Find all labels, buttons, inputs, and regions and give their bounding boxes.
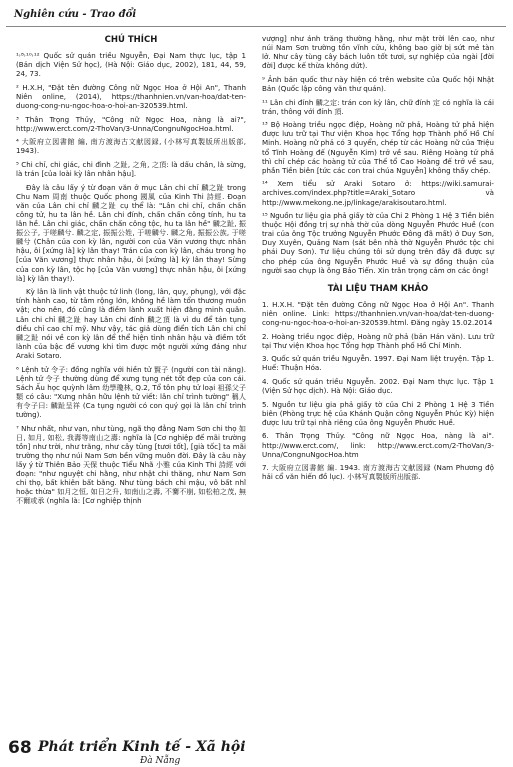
left-column <box>16 34 246 510</box>
footnote: ¹˒⁸˒¹⁰˒¹² Quốc sử quán triều Nguyễn, Đại Nam thực lục, tập 1 (Bản dịch Viện Sử học), (Hà Nội: Giáo dục, 2002), 181, 44, 59, 24, 73. <box>16 51 246 79</box>
reference-item: 6. Thân Trọng Thủy. "Công nữ Ngọc Hoa, nàng là ai". http://www.erct.com/, link: http://www.erct.com/2-ThoVan/3-Unna/CongnuNgocHoa.htm <box>262 431 494 459</box>
footnote: Kỳ lân là linh vật thuộc tứ linh (long, lân, quy, phụng), với đặc tính hành cao, từ tâm rộng lớn, không hề làm tổn thương muôn vật; cho nên, đó cũng là điềm lành xuất hiện đằng minh quân. Lân chi chỉ 麟之趾 hay Lân chi đính 麟之頂 là vì du để tán tụng điều chỉ cao chỉ mỹ. Như vậy, tác giả dùng điển tích Lân chi chỉ 麟之趾 nói về con kỳ lân để thể hiện tình nhân hậu và điềm tốt lành của bậc đế vương khi tìm được một người xứng đáng như Araki Sotaro. <box>16 287 246 360</box>
page-footer <box>0 730 513 767</box>
references-title: TÀI LIỆU THAM KHẢO <box>327 283 429 294</box>
reference-item: 3. Quốc sử quán triều Nguyễn. 1997. Đại Nam liệt truyện. Tập 1. Huế: Thuận Hóa. <box>262 354 494 373</box>
right-column <box>262 34 494 486</box>
footnote: ⁶ Lệnh tử 令子: đồng nghĩa với hiền tử 賢子 (người con tài năng). Lệnh tử 令子 thường dùng để xưng tụng nét tốt đẹp của con cái. Sách Ấu học quỳnh lâm 幼學瓊林, Q.2, Tổ tôn phụ tử loại 祖孫父子類 có câu: "Xưng nhân hữu lệnh tử viết: lân chỉ trình tường" 稱人有令子曰: 麟趾呈祥 (Ca tụng người có con quý gọi là lân chỉ trình tường). <box>16 364 246 419</box>
footnote: ¹⁴ Xem tiểu sử Araki Sotaro ở: https://wiki.samurai-archives.com/index.php?title=Araki_Sotaro và http://www.mekong.ne.jp/linkage/arakisoutaro.html. <box>262 179 494 207</box>
reference-item: 4. Quốc sử quán triều Nguyễn. 2002. Đại Nam thực lục. Tập 1 (Viện Sử học dịch). Hà Nội: Giáo dục. <box>262 377 494 396</box>
footnote: ¹³ Bộ Hoàng triều ngọc điệp, Hoàng nữ phả, Hoàng tử phả hiện được lưu trữ tại Thư viện Khoa học Tổng hợp Thành phố Hồ Chí Minh. Hoàng nữ phả có 3 quyển, chép từ các Hoàng nữ của Triệu tổ Tĩnh Hoàng đế (Nguyễn Kim) trở về sau. Riêng Hoàng tử phả thì chỉ chép các hoàng tử của Thế tổ Cao Hoàng đế trở về sau, phần Tiền biên [tức các con trai chúa Nguyễn] không thấy chép. <box>262 120 494 175</box>
footnote: Đây là câu lấy ý từ đoạn văn ở mục Lân chi chỉ 麟之趾 trong Chu Nam 周南 thuộc Quốc phong 國風 của Kinh Thi 詩經. Đoạn văn của Lân chi chỉ 麟之趾 cụ thể là: "Lân chi chỉ, chấn chấn công tử, hu ta lân hề. Lân chi đính, chấn chấn công tính, hu ta lân hề. Lân chi giác, chấn chấn công tộc, hu ta lân hề" 麟之趾, 振振公子, 于嗟麟兮. 麟之定, 振振公姓, 于嗟麟兮. 麟之角, 振振公族, 于嗟麟兮 (Chân của con kỳ lân, người con của Văn vương thực nhân hậu, ôi [xứng là] kỳ lân thay! Trán của con kỳ lân, cháu trong họ [của Văn vương] thực nhân hậu, ôi [xứng là] kỳ lân thay! Sừng của con kỳ lân, tộc họ [của Văn vương] thực nhân hậu, ôi [xứng là] kỳ lân thay!). <box>16 182 246 283</box>
footnote: ⁴ 大阪府立図書館 編, 南方渡海古文献図録, (小林写真製版所出版部, 1943). <box>16 137 246 156</box>
notes-title: CHÚ THÍCH <box>104 35 158 45</box>
footnote: ¹¹ Lân chi đính 麟之定: trán con kỳ lân, chữ đính 定 có nghĩa là cái trán, thông với đính 頂. <box>262 97 494 116</box>
reference-item: 5. Nguồn tư liệu gia phả giấy tờ của Chi 2 Phòng 1 Hệ 3 Tiền biên (Phòng trực hệ của Khánh Quận công Nguyễn Phúc Kỳ) hiện được lưu trữ tại nhà riêng của ông Nguyễn Phước Huề. <box>262 399 494 427</box>
footnote: ³ Thân Trọng Thủy, "Công nữ Ngọc Hoa, nàng là ai?", http://www.erct.com/2-ThoVan/3-Unna/CongnuNgocHoa.html. <box>16 114 246 133</box>
magazine-name: Phát triển Kinh tế - Xã hội <box>38 739 246 755</box>
footnote: ¹⁵ Nguồn tư liệu gia phả giấy tờ của Chi 2 Phòng 1 Hệ 3 Tiền biên thuộc Hội đồng trị sự nhà thờ của dòng Nguyễn Phước Huề (con trai của ông Tộc trưởng Nguyễn Phước Đông đã mất) ở Duy Sơn, Duy Xuyên, Quảng Nam (sát bên nhà thờ Nguyễn Phước tộc chi phái Duy Sơn). Tư liệu chúng tôi sử dụng trên đây đã được sự cho phép của ông Nguyễn Phước Huề và sự đồng thuận của người sao chụp là ông Bảo Tiến. Xin trân trọng cảm ơn các ông! <box>262 211 494 275</box>
page-header <box>6 4 506 27</box>
reference-item: 2. Hoàng triều ngọc điệp, Hoàng nữ phả (bản Hán văn). Lưu trữ tại Thư viện Khoa học Tổng hợp Thành phố Hồ Chí Minh. <box>262 331 494 350</box>
footnote: ⁹ Ảnh bản quốc thư này hiện có trên website của Quốc hội Nhật Bản (Quốc lập công văn thư quán). <box>262 74 494 93</box>
footnote: vượng] như ánh trăng thường hằng, như mặt trời lên cao, như núi Nam Sơn trường tồn vĩnh cửu, không bao giờ bị sứt mẻ tàn lở. Như cây tùng cây bách luôn tốt tươi, sự nghiệp của ngài [đời đời] được kế thừa không dứt). <box>262 34 494 71</box>
footnote: ⁵ Chi chỉ, chi giác, chi đình 之趾, 之角, 之頂: là dấu chân, là sừng, là trán [của loài kỳ lân nhân hậu]. <box>16 160 246 179</box>
magazine-city: Đà Nẵng <box>140 756 181 766</box>
section-title: Nghiên cứu - Trao đổi <box>14 9 137 20</box>
footnote: ² H.X.H, "Đặt tên đường Công nữ Ngọc Hoa ở Hội An", Thanh Niên online, (2014), https://thanhnien.vn/van-hoa/dat-ten-duong-cong-nu-ngoc-hoa-o-hoi-an-320539.html. <box>16 82 246 111</box>
page-number: 68 <box>8 738 32 758</box>
reference-item: 7. 大阪府立図書館 編. 1943. 南方渡海古文献図録 (Nam Phương độ hải cổ văn hiến đồ lục). 小林写真製版所出版部. <box>262 463 494 482</box>
footnote: ⁷ Như nhất, như vạn, như tùng, ngã thọ đẳng Nam Sơn chi thọ 如日, 如月, 如松, 我壽等南山之壽: nghĩa là [Cơ nghiệp đế mãi trường tồn] như trời, như trăng, như cây tùng [tươi tốt], [già tốc] ta mãi trường thọ như núi Nam Sơn bền vững muôn đời. Đây là câu này lấy ý từ Thiên Bảo 天保 thuộc Tiểu Nhã 小雅 của Kinh Thi 詩經 với đoạn: "như nguyệt chi hằng, như nhật chi thăng, như Nam Sơn chi thọ, bất khiên bất băng. Như tùng bách chi mậu, vô bất nhĩ hoặc thừa" 如月之恒, 如日之升, 如南山之壽, 不騫不崩, 如松柏之茂, 無不爾或承 (nghĩa là: [Cơ nghiệp thịnh <box>16 423 246 506</box>
reference-item: 1. H.X.H. "Đặt tên đường Công nữ Ngọc Hoa ở Hội An". Thanh niên online. Link: https://thanhnien.vn/van-hoa/dat-ten-duong-cong-nu-ngoc-hoa-o-hoi-an-320539.html. Đăng ngày 15.02.2014 <box>262 299 494 328</box>
